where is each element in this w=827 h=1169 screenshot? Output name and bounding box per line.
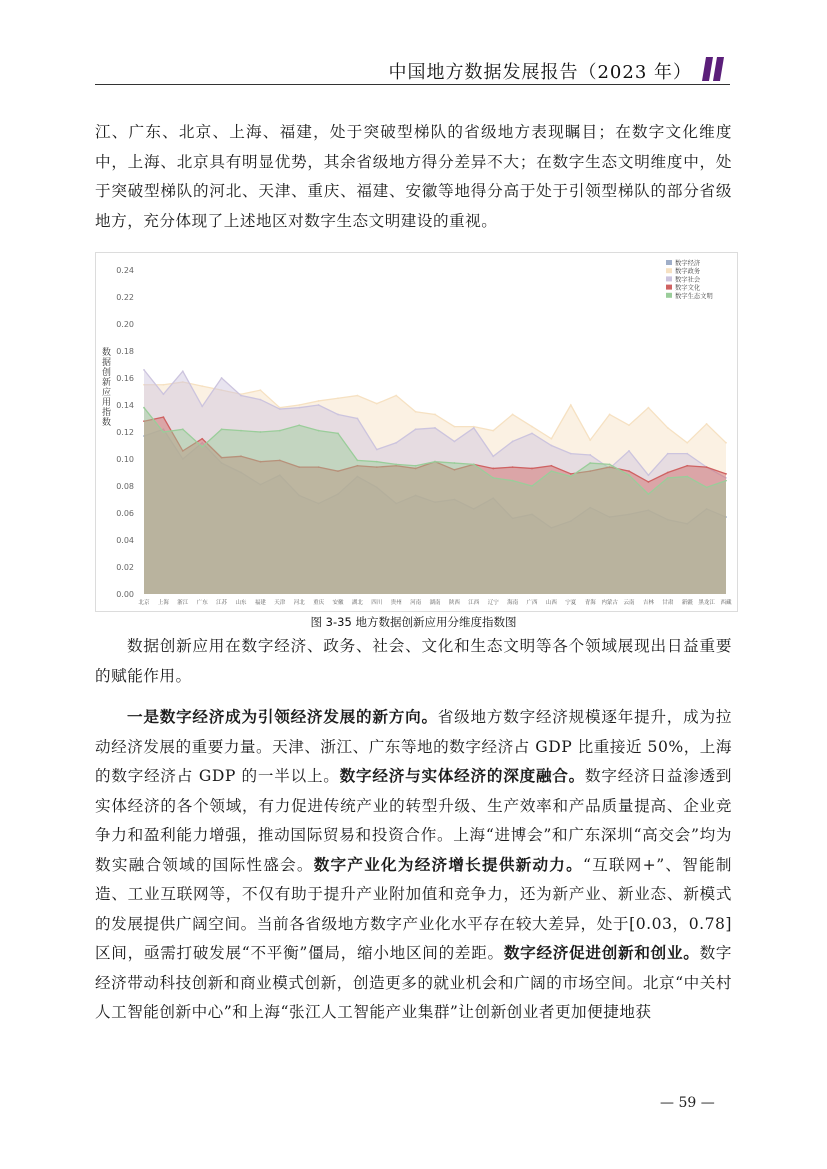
data-point — [395, 442, 397, 444]
x-tick-label: 浙江 — [177, 600, 189, 606]
data-point — [570, 473, 572, 475]
data-point — [260, 389, 262, 391]
data-point — [337, 432, 339, 434]
data-point — [473, 427, 475, 429]
data-point — [434, 427, 436, 429]
x-tick-label: 辽宁 — [487, 600, 499, 606]
x-tick-label: 黑龙江 — [698, 600, 715, 606]
data-point — [686, 453, 688, 455]
data-point — [589, 439, 591, 441]
x-tick-label: 吉林 — [642, 600, 654, 606]
data-point — [686, 442, 688, 444]
x-tick-label: 广西 — [526, 600, 538, 606]
x-tick-label: 福建 — [254, 600, 266, 606]
data-point — [531, 426, 533, 428]
legend-label: 数字生态文明 — [675, 292, 713, 300]
x-tick-label: 甘肃 — [662, 600, 674, 606]
y-tick-label: 0.04 — [116, 536, 134, 545]
data-point — [531, 468, 533, 470]
data-point — [531, 485, 533, 487]
data-point — [628, 424, 630, 426]
page-number: — 59 — — [660, 1095, 715, 1111]
data-point — [589, 462, 591, 464]
body-text-3: “互联网+”、智能制造、工业互联网等，不仅有助于提升产业附加值和竞争力，还为新产业、新业态、新模式的发展提供广阔空间。当前各省级地方数字产业化水平存在较大差异，处于[0.03，0.78]区间，亟需打破发展“不平衡”僵局，缩小地区间的差距。 — [95, 855, 732, 962]
intro-paragraph: 江、广东、北京、上海、福建，处于突破型梯队的省级地方表现瞩目；在数字文化维度中，上海、北京具有明显优势，其余省级地方得分差异不大；在数字生态文明维度中，处于突破型梯队的河北、天津、重庆、福建、安徽等地得分高于处于引领型梯队的部分省级地方，充分体现了上述地区对数字生态文明建设的重视。 — [95, 123, 732, 230]
legend-label: 数字社会 — [675, 276, 701, 284]
x-tick-label: 重庆 — [313, 600, 325, 606]
data-point — [706, 486, 708, 488]
data-point — [492, 477, 494, 479]
x-tick-label: 河北 — [293, 600, 305, 606]
data-point — [551, 465, 553, 467]
figure-caption: 图 3-35 地方数据创新应用分维度指数图 — [310, 615, 517, 629]
data-point — [667, 477, 669, 479]
x-tick-label: 青海 — [584, 600, 596, 606]
x-tick-label: 宁夏 — [565, 600, 577, 606]
data-point — [318, 430, 320, 432]
data-point — [725, 480, 727, 482]
y-tick-label: 0.08 — [116, 482, 134, 491]
data-point — [667, 427, 669, 429]
data-point — [240, 430, 242, 432]
data-point — [163, 393, 165, 395]
data-point — [434, 414, 436, 416]
x-tick-label: 安徽 — [332, 600, 344, 606]
x-tick-label: 天津 — [274, 600, 286, 606]
y-tick-label: 0.06 — [116, 509, 134, 518]
data-point — [163, 431, 165, 433]
data-point — [376, 449, 378, 451]
x-tick-label: 上海 — [157, 600, 169, 606]
x-tick-label: 河南 — [410, 600, 422, 606]
data-point — [357, 395, 359, 397]
legend-label: 数字文化 — [675, 284, 701, 292]
x-tick-label: 贵州 — [390, 600, 402, 606]
x-tick-label: 内蒙古 — [601, 600, 618, 606]
data-point — [163, 416, 165, 418]
data-point — [706, 423, 708, 425]
bold-heading-3: 数字产业化为经济增长提供新动力。 — [313, 855, 583, 874]
data-point — [260, 399, 262, 401]
bold-heading-4: 数字经济促进创新和创业。 — [503, 944, 700, 962]
data-point — [686, 476, 688, 478]
body-text-4: 数字经济带动科技创新和商业模式创新，创造更多的就业机会和广阔的市场空间。北京“中关村人工智能创新中心”和上海“张江人工智能产业集群”让创新创业者更加便捷地获 — [95, 944, 732, 1021]
x-tick-label: 云南 — [623, 600, 635, 606]
data-point — [686, 465, 688, 467]
x-tick-label: 江西 — [468, 600, 480, 606]
data-point — [415, 428, 417, 430]
y-tick-label: 0.24 — [116, 266, 134, 275]
y-tick-label: 0.02 — [116, 563, 134, 572]
area-chart-svg — [96, 253, 737, 611]
data-point — [415, 465, 417, 467]
data-point — [725, 442, 727, 444]
x-tick-label: 广东 — [196, 600, 208, 606]
x-tick-label: 陕西 — [448, 600, 460, 606]
data-point — [260, 431, 262, 433]
data-point — [512, 414, 514, 416]
data-point — [298, 404, 300, 406]
data-point — [201, 446, 203, 448]
data-point — [725, 473, 727, 475]
y-axis — [116, 266, 134, 599]
data-point — [628, 450, 630, 452]
y-tick-label: 0.20 — [116, 320, 134, 329]
page-header — [95, 52, 730, 85]
legend-swatch — [666, 268, 672, 273]
legend-swatch — [666, 285, 672, 290]
data-point — [667, 472, 669, 474]
data-point — [318, 404, 320, 406]
data-point — [357, 418, 359, 420]
data-point — [628, 470, 630, 472]
data-point — [395, 464, 397, 466]
data-point — [240, 395, 242, 397]
data-point — [492, 468, 494, 470]
x-tick-label: 海南 — [507, 600, 519, 606]
data-point — [512, 480, 514, 482]
data-point — [648, 407, 650, 409]
y-tick-label: 0.14 — [116, 401, 134, 410]
data-point — [551, 445, 553, 447]
data-point — [221, 428, 223, 430]
y-tick-label: 0.16 — [116, 374, 134, 383]
x-tick-label: 四川 — [371, 600, 383, 606]
data-point — [570, 404, 572, 406]
data-point — [648, 474, 650, 476]
data-point — [512, 466, 514, 468]
bold-heading-2: 数字经济与实体经济的深度融合。 — [339, 767, 586, 785]
data-point — [648, 493, 650, 495]
data-point — [337, 397, 339, 399]
data-point — [454, 441, 456, 443]
x-tick-label: 北京 — [138, 600, 150, 606]
data-point — [376, 403, 378, 405]
body-text-1: 省级地方数字经济规模逐年提升，成为拉动经济发展的重要力量。天津、浙江、广东等地的数字经济占 GDP 比重接近 50%，上海的数字经济占 GDP 的一半以上。 — [95, 708, 732, 785]
y-tick-label: 0.10 — [116, 455, 134, 464]
data-point — [395, 395, 397, 397]
data-point — [357, 459, 359, 461]
data-point — [318, 400, 320, 402]
legend-swatch — [666, 276, 672, 281]
data-point — [143, 407, 145, 409]
data-point — [570, 453, 572, 455]
data-point — [454, 426, 456, 428]
legend-swatch — [666, 260, 672, 265]
x-tick-label: 山西 — [545, 600, 557, 606]
data-point — [434, 461, 436, 463]
summary-paragraph: 数据创新应用在数字经济、政务、社会、文化和生态文明等各个领域展现出日益重要的赋能作用。 — [95, 637, 732, 685]
y-tick-label: 0.22 — [116, 293, 134, 302]
data-point — [201, 385, 203, 387]
data-point — [201, 405, 203, 407]
y-axis-label: 数据创新应用指数 — [100, 347, 110, 427]
x-tick-label: 湖北 — [351, 600, 363, 606]
data-point — [492, 455, 494, 457]
chart-legend — [666, 258, 713, 300]
data-point — [551, 470, 553, 472]
y-tick-label: 0.12 — [116, 428, 134, 437]
data-point — [492, 430, 494, 432]
x-tick-label: 湖南 — [429, 600, 441, 606]
y-tick-label: 0.00 — [116, 590, 134, 599]
data-point — [648, 481, 650, 483]
data-point — [201, 438, 203, 440]
header-title: 中国地方数据发展报告（2023 年） — [388, 62, 692, 83]
x-tick-label: 山东 — [235, 600, 247, 606]
x-tick-label: 西藏 — [720, 600, 732, 606]
data-point — [551, 438, 553, 440]
data-point — [570, 476, 572, 478]
bold-heading-1: 一是数字经济成为引领经济发展的新方向。 — [127, 708, 438, 726]
data-point — [706, 466, 708, 468]
data-point — [163, 384, 165, 386]
digital-economy-paragraph — [95, 703, 732, 1028]
data-point — [298, 407, 300, 409]
data-point — [415, 411, 417, 413]
data-point — [454, 462, 456, 464]
x-tick-label: 江苏 — [216, 600, 228, 606]
data-point — [221, 377, 223, 379]
data-point — [512, 441, 514, 443]
data-point — [609, 414, 611, 416]
x-tick-label: 新疆 — [681, 600, 693, 606]
data-point — [143, 369, 145, 371]
data-point — [609, 464, 611, 466]
data-point — [628, 474, 630, 476]
data-point — [473, 464, 475, 466]
x-axis — [138, 598, 732, 606]
data-point — [182, 370, 184, 372]
legend-swatch — [666, 293, 672, 298]
header-logo-mark-icon — [700, 55, 728, 83]
y-tick-label: 0.18 — [116, 347, 134, 356]
dimension-index-chart — [95, 252, 738, 612]
data-point — [337, 414, 339, 416]
legend-label: 数字经济 — [675, 260, 701, 267]
data-point — [376, 461, 378, 463]
body-text-2: 数字经济日益渗透到实体经济的各个领域，有力促进传统产业的转型升级、生产效率和产品质量提高、企业竞争力和盈利能力增强，推动国际贸易和投资合作。上海“进博会”和广东深圳“高交会”均为数实融合领域的国际性盛会。 — [95, 767, 732, 874]
data-point — [182, 428, 184, 430]
data-point — [531, 432, 533, 434]
data-point — [667, 453, 669, 455]
data-point — [279, 408, 281, 410]
data-point — [298, 424, 300, 426]
series-areas — [143, 369, 727, 594]
data-point — [589, 454, 591, 456]
legend-label: 数字政务 — [675, 268, 701, 276]
data-point — [279, 430, 281, 432]
